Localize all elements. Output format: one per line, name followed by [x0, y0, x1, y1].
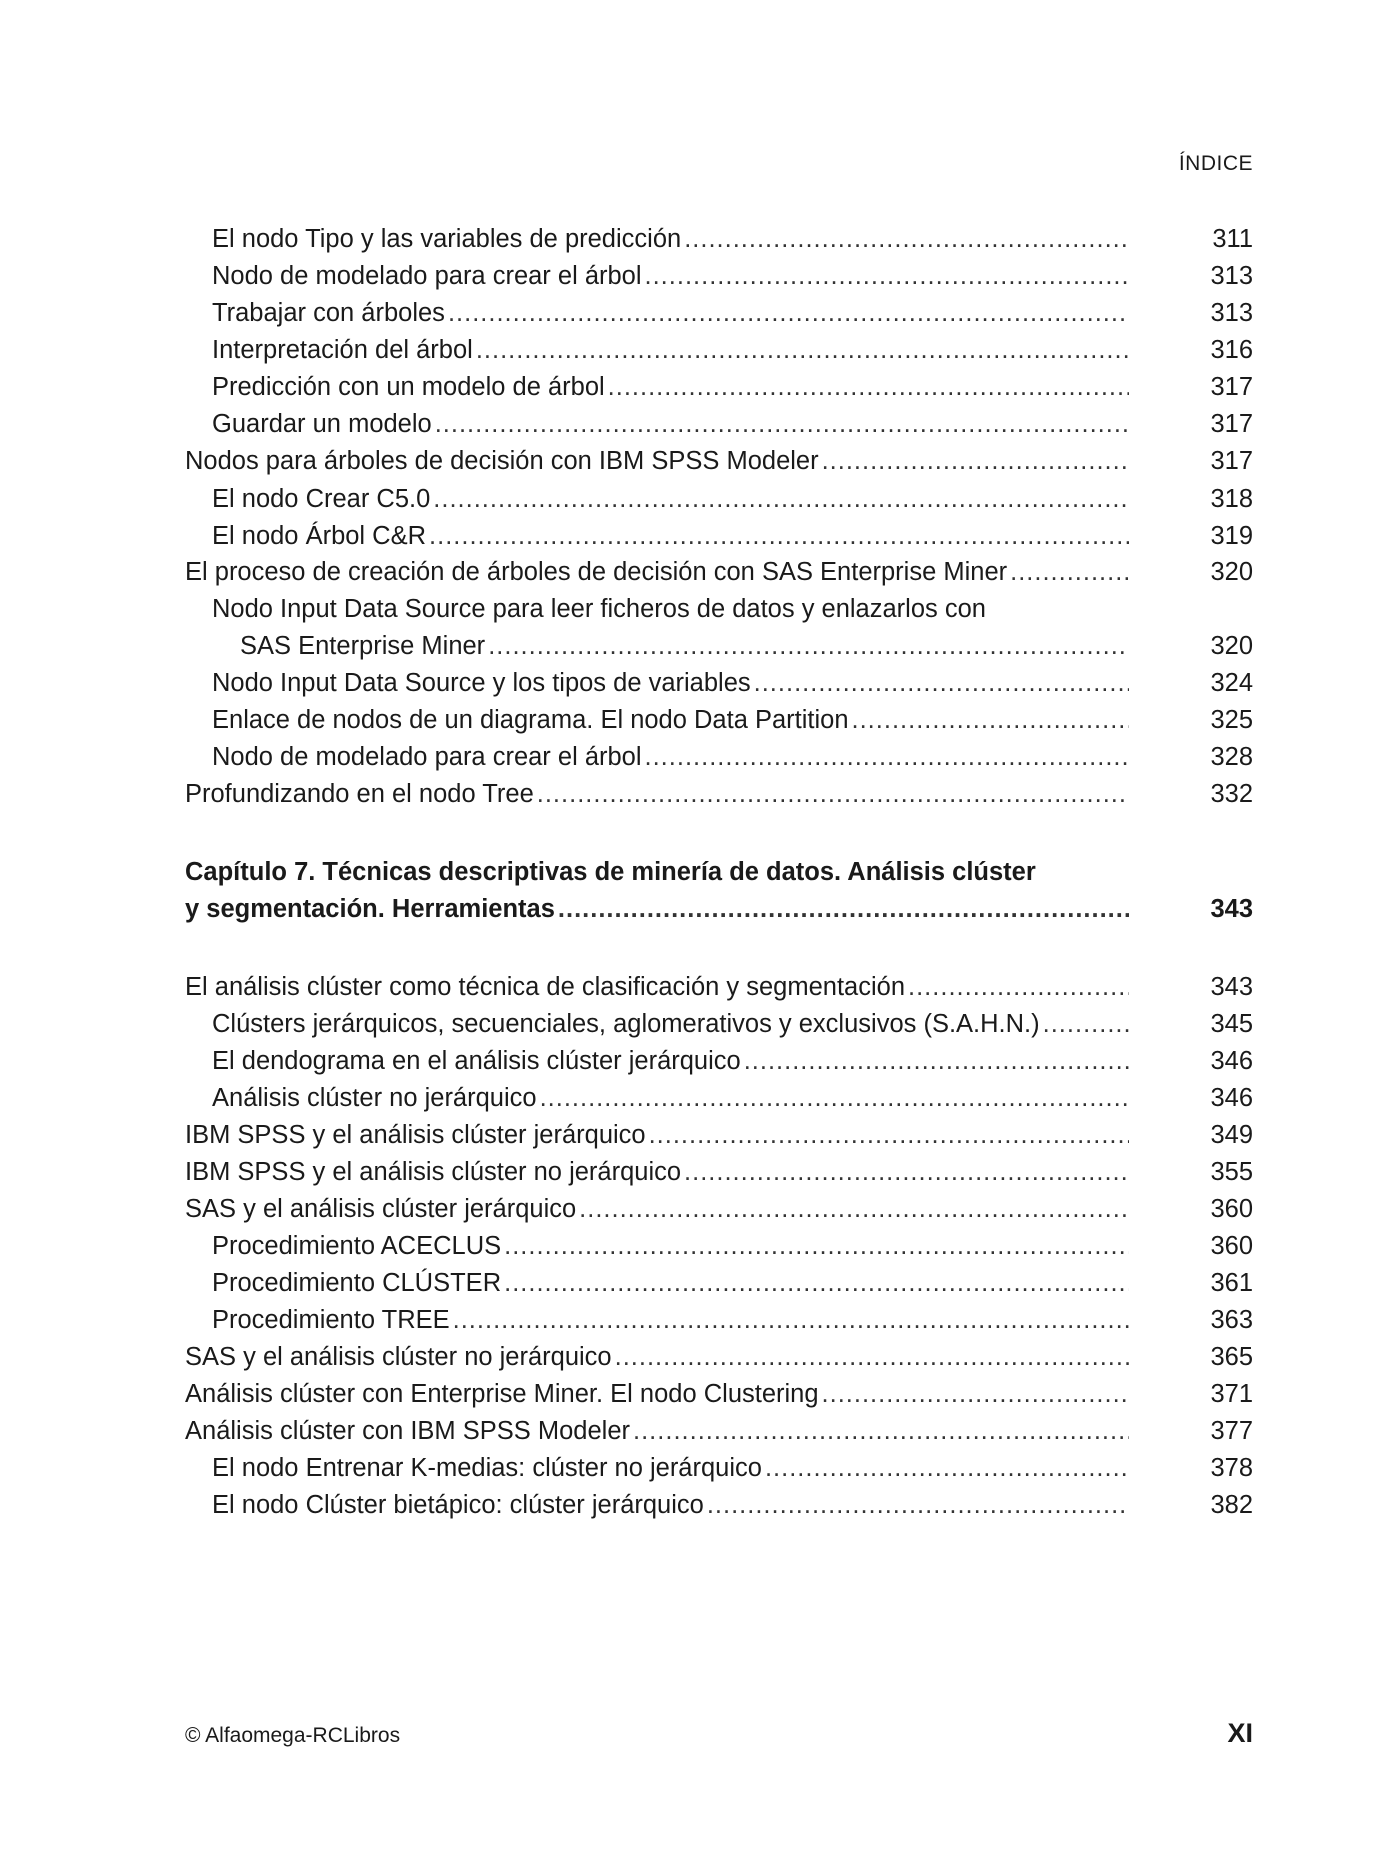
toc-entry-page: 320	[1210, 558, 1253, 586]
toc-entry-text	[240, 627, 1129, 665]
leader-dots	[645, 738, 1129, 776]
toc-entry	[0, 442, 1393, 480]
toc-entry	[0, 331, 1393, 369]
leader-dots	[852, 701, 1129, 739]
toc-entry	[0, 1301, 1393, 1339]
toc-entry-page: 317	[1210, 447, 1253, 475]
toc-entry-text	[212, 331, 1129, 369]
leader-dots	[504, 1227, 1129, 1265]
toc-entry-text	[212, 405, 1129, 443]
toc-entry-title: Interpretación del árbol	[212, 336, 473, 364]
toc-entry-title: Clústers jerárquicos, secuenciales, aglomerativos y exclusivos (S.A.H.N.)	[212, 1010, 1040, 1038]
leader-dots	[633, 1412, 1129, 1450]
toc-entry-title: Nodo de modelado para crear el árbol	[212, 262, 642, 290]
toc-entry	[0, 405, 1393, 443]
leader-dots	[765, 1449, 1129, 1487]
toc-entry	[0, 368, 1393, 406]
leader-dots	[684, 1153, 1129, 1191]
page-number: XI	[1227, 1718, 1253, 1748]
toc-entry-page: 318	[1210, 485, 1253, 513]
toc-entry-title: Trabajar con árboles	[212, 299, 445, 327]
toc-entry	[0, 1412, 1393, 1450]
toc-entry-title: Profundizando en el nodo Tree	[185, 780, 534, 808]
toc-entry-page: 332	[1210, 780, 1253, 808]
toc-entry-title: Nodo de modelado para crear el árbol	[212, 743, 642, 771]
toc-entry-page: 365	[1210, 1343, 1253, 1371]
toc-entry-page: 360	[1210, 1232, 1253, 1260]
leader-dots	[433, 480, 1129, 518]
toc-entry-text	[212, 368, 1129, 406]
toc-entry-text	[212, 1079, 1129, 1117]
toc-entry-text	[212, 738, 1129, 776]
leader-dots	[504, 1264, 1129, 1302]
leader-dots	[435, 405, 1129, 443]
leader-dots	[488, 627, 1129, 665]
toc-entry-page: 363	[1210, 1306, 1253, 1334]
toc-entry-text	[212, 1005, 1129, 1043]
toc-entry	[0, 553, 1393, 591]
toc-entry-page: 328	[1210, 743, 1253, 771]
toc-entry-page: 319	[1210, 522, 1253, 550]
toc-entry	[0, 1079, 1393, 1117]
leader-dots	[608, 368, 1129, 406]
toc-entry-title: El análisis clúster como técnica de clasificación y segmentación	[185, 973, 906, 1001]
leader-dots	[822, 442, 1129, 480]
toc-entry	[0, 1338, 1393, 1376]
toc-entry-text	[185, 1153, 1129, 1191]
toc-entry-title: El nodo Árbol C&R	[212, 522, 427, 550]
toc-entry	[0, 664, 1393, 702]
toc-entry	[0, 257, 1393, 295]
toc-entry	[0, 627, 1393, 665]
toc-entry-title: Enlace de nodos de un diagrama. El nodo Data Partition	[212, 706, 849, 734]
toc-entry-page: 325	[1210, 706, 1253, 734]
toc-entry-text	[212, 294, 1129, 332]
toc-entry-title: Guardar un modelo	[212, 410, 432, 438]
toc-entry-page: 378	[1210, 1454, 1253, 1482]
leader-dots	[615, 1338, 1129, 1376]
toc-entry-page: 324	[1210, 669, 1253, 697]
toc-entry-title: El nodo Entrenar K-medias: clúster no jerárquico	[212, 1454, 762, 1482]
toc-entry-text	[212, 220, 1129, 258]
toc-entry-text	[212, 1486, 1129, 1524]
toc-entry-title: Nodos para árboles de decisión con IBM SPSS Modeler	[185, 447, 819, 475]
toc-entry-page: 343	[1210, 973, 1253, 1001]
toc-entry	[0, 1227, 1393, 1265]
toc-entry-text	[185, 1190, 1129, 1228]
toc-entry-title: Análisis clúster con IBM SPSS Modeler	[185, 1417, 631, 1445]
publisher-credit: © Alfaomega-RCLibros	[185, 1724, 401, 1747]
toc-entry-page: 316	[1210, 336, 1253, 364]
leader-dots	[707, 1486, 1129, 1524]
toc-entry-title: IBM SPSS y el análisis clúster jerárquico	[185, 1121, 646, 1149]
leader-dots	[448, 294, 1129, 332]
toc-entry-text	[185, 775, 1129, 813]
toc-entry-page: 355	[1210, 1158, 1253, 1186]
toc-entry	[0, 1005, 1393, 1043]
toc-entry-title: Análisis clúster no jerárquico	[212, 1084, 537, 1112]
toc-entry	[0, 590, 1393, 628]
toc-entry-page: 320	[1210, 632, 1253, 660]
toc-entry-text	[185, 1375, 1129, 1413]
toc-entry-title: Nodo Input Data Source y los tipos de variables	[212, 669, 751, 697]
toc-entry-text	[185, 1412, 1129, 1450]
toc-entry-text	[212, 1449, 1129, 1487]
toc-entry-title: Procedimiento TREE	[212, 1306, 450, 1334]
toc-entry-text	[212, 701, 1129, 739]
toc-entry-page: 313	[1210, 262, 1253, 290]
toc-entry-title: y segmentación. Herramientas	[185, 895, 555, 923]
toc-entry	[0, 968, 1393, 1006]
toc-entry-text	[212, 1042, 1129, 1080]
toc-entry-text	[212, 517, 1129, 555]
toc-entry-page: 377	[1210, 1417, 1253, 1445]
toc-entry-page: 382	[1210, 1491, 1253, 1519]
toc-entry	[0, 1190, 1393, 1228]
toc-entry-title: Procedimiento CLÚSTER	[212, 1269, 502, 1297]
toc-entry-text	[185, 1116, 1129, 1154]
toc-entry-text	[185, 442, 1129, 480]
toc-entry-text	[185, 890, 1129, 928]
leader-dots	[558, 890, 1129, 928]
toc-entry-page: 371	[1210, 1380, 1253, 1408]
toc-entry-text	[212, 257, 1129, 295]
toc-entry-text	[212, 480, 1129, 518]
leader-dots	[649, 1116, 1129, 1154]
toc-entry-text	[212, 664, 1129, 702]
leader-dots	[537, 775, 1129, 813]
toc-entry	[0, 1042, 1393, 1080]
toc-entry-page: 313	[1210, 299, 1253, 327]
toc-chapter-entry	[0, 853, 1393, 891]
leader-dots	[684, 220, 1129, 258]
toc-entry-title: El dendograma en el análisis clúster jerárquico	[212, 1047, 741, 1075]
toc-entry-text	[212, 1264, 1129, 1302]
leader-dots	[1010, 553, 1129, 591]
leader-dots	[645, 257, 1129, 295]
toc-entry-title: Predicción con un modelo de árbol	[212, 373, 605, 401]
toc-entry	[0, 294, 1393, 332]
toc-entry-title: SAS y el análisis clúster jerárquico	[185, 1195, 577, 1223]
leader-dots	[476, 331, 1129, 369]
leader-dots	[579, 1190, 1129, 1228]
toc-entry-page: 346	[1210, 1047, 1253, 1075]
running-header: ÍNDICE	[1178, 152, 1253, 175]
toc-entry-page: 317	[1210, 410, 1253, 438]
toc-entry-text	[185, 553, 1129, 591]
leader-dots	[540, 1079, 1129, 1117]
toc-entry-title: SAS y el análisis clúster no jerárquico	[185, 1343, 612, 1371]
leader-dots	[1043, 1005, 1129, 1043]
toc-entry-page: 360	[1210, 1195, 1253, 1223]
toc-entry-title: El nodo Clúster bietápico: clúster jerárquico	[212, 1491, 704, 1519]
toc-entry-title: El proceso de creación de árboles de decisión con SAS Enterprise Miner	[185, 558, 1008, 586]
toc-entry	[0, 775, 1393, 813]
toc-entry	[0, 480, 1393, 518]
toc-entry-text	[185, 1338, 1129, 1376]
toc-entry-page: 361	[1210, 1269, 1253, 1297]
toc-entry-page: 346	[1210, 1084, 1253, 1112]
toc-entry-page: 311	[1212, 225, 1253, 253]
toc-entry-text	[212, 1301, 1129, 1339]
toc-entry-title: Nodo Input Data Source para leer ficheros de datos y enlazarlos con	[212, 595, 986, 623]
toc-chapter-entry	[0, 890, 1393, 928]
leader-dots	[822, 1375, 1129, 1413]
toc-entry-page: 317	[1210, 373, 1253, 401]
toc-entry	[0, 701, 1393, 739]
toc-entry-title: Procedimiento ACECLUS	[212, 1232, 502, 1260]
toc-entry	[0, 1486, 1393, 1524]
toc-entry-title: Análisis clúster con Enterprise Miner. El nodo Clustering	[185, 1380, 819, 1408]
toc-entry	[0, 517, 1393, 555]
toc-entry-page: 343	[1210, 895, 1253, 923]
toc-entry-page: 345	[1210, 1010, 1253, 1038]
leader-dots	[754, 664, 1129, 702]
leader-dots	[744, 1042, 1129, 1080]
toc-entry-title: El nodo Tipo y las variables de predicción	[212, 225, 682, 253]
toc-entry	[0, 1153, 1393, 1191]
leader-dots	[453, 1301, 1129, 1339]
toc-entry	[0, 1449, 1393, 1487]
toc-entry	[0, 1375, 1393, 1413]
toc-entry	[0, 1264, 1393, 1302]
leader-dots	[429, 517, 1129, 555]
toc-entry-title: El nodo Crear C5.0	[212, 485, 431, 513]
toc-entry	[0, 220, 1393, 258]
toc-entry-page: 349	[1210, 1121, 1253, 1149]
toc-entry-title: IBM SPSS y el análisis clúster no jerárquico	[185, 1158, 682, 1186]
toc-entry-text	[212, 1227, 1129, 1265]
toc-entry-text	[212, 590, 1129, 628]
toc-entry-title: SAS Enterprise Miner	[240, 632, 486, 660]
toc-entry-text	[185, 853, 1129, 891]
leader-dots	[908, 968, 1129, 1006]
toc-entry	[0, 738, 1393, 776]
toc-entry-text	[185, 968, 1129, 1006]
toc-entry	[0, 1116, 1393, 1154]
toc-entry-title: Capítulo 7. Técnicas descriptivas de minería de datos. Análisis clúster	[185, 858, 1036, 886]
